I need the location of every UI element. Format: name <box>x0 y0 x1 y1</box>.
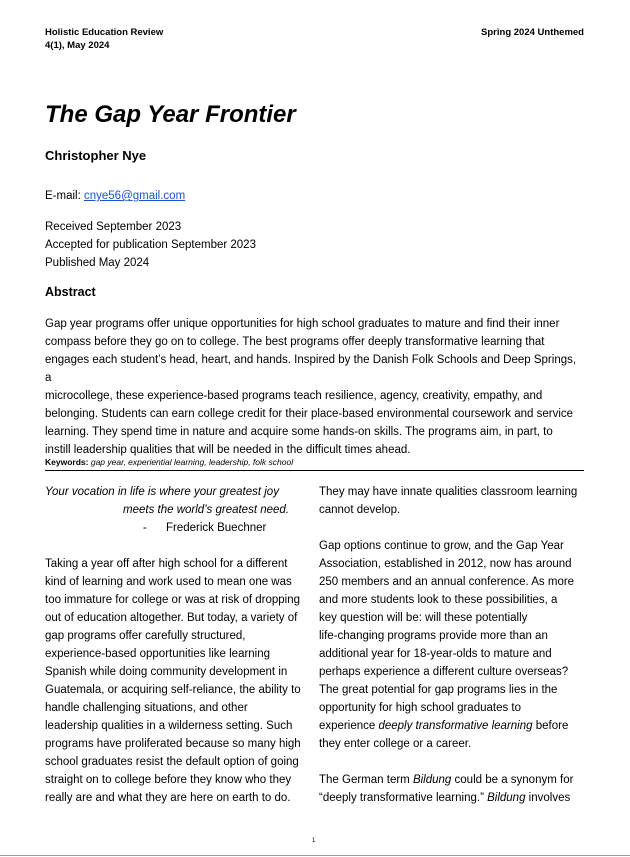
page-number: 1 <box>312 838 316 844</box>
keywords-line <box>45 456 293 468</box>
body-left-column <box>45 483 310 807</box>
body-line: Association, established in 2012, now has around <box>319 558 572 570</box>
abstract-line: instill leadership qualities that will be needed in the difficult times ahead. <box>45 444 411 456</box>
body-line: kind of learning and work used to mean one was <box>45 576 292 588</box>
body-line: really are and what they are here on earth to do. <box>45 792 291 804</box>
abstract-line: belonging. Students can earn college credit for their place-based environmental coursework and service <box>45 408 574 420</box>
body-line: out of education altogether. But today, a variety of <box>45 612 298 624</box>
body-line: experience deeply transformative learning before <box>319 720 569 732</box>
body-line: “deeply transformative learning.” Bildung involves <box>319 792 571 804</box>
abstract-line: microcollege, these experience-based programs teach resilience, agency, creativity, empathy, and <box>45 390 543 402</box>
body-line: 250 members and an annual conference. As more <box>319 576 575 588</box>
abstract-heading: Abstract <box>45 285 96 299</box>
body-line: The German term Bildung could be a synonym for <box>319 774 574 786</box>
abstract-line: engages each student’s head, heart, and hands. Inspired by the Danish Folk Schools and Deep Springs, a <box>45 354 577 384</box>
body-right-column <box>319 483 585 807</box>
body-line: life-changing programs provide more than an <box>319 630 548 642</box>
body-line: Taking a year off after high school for a different <box>45 558 288 570</box>
abstract-line: learning. They spend time in nature and acquire some hands-on skills. The programs aim, in part, to <box>45 426 553 438</box>
author-name: Christopher Nye <box>45 148 147 163</box>
body-line: gap programs offer carefully structured, <box>45 630 246 642</box>
body-line: programs have proliferated because so many high <box>45 738 301 750</box>
article-title: The Gap Year Frontier <box>45 101 296 128</box>
keywords-label: Keywords: <box>45 457 89 467</box>
journal-name: Holistic Education Review <box>45 27 164 38</box>
received-date: Received September 2023 <box>45 221 182 233</box>
body-line: Spanish while doing community development in <box>45 666 288 678</box>
email-link[interactable]: cnye56@gmail.com <box>83 190 186 202</box>
keywords-divider <box>45 470 584 471</box>
abstract-line: compass before they go on to college. The best programs offer deeply transformative learning that <box>45 336 545 348</box>
email-line <box>45 187 185 205</box>
email-label: E-mail: <box>45 190 81 202</box>
abstract-line: Gap year programs offer unique opportunities for high school graduates to mature and find their inner <box>45 318 560 330</box>
body-line: handle challenging situations, and other <box>45 702 248 714</box>
keywords-value: gap year, experiential learning, leadership, folk school <box>90 457 294 467</box>
journal-issue: 4(1), May 2024 <box>45 40 110 51</box>
body-line: perhaps experience a different culture overseas? <box>319 666 569 678</box>
body-line: They may have innate qualities classroom learning <box>319 486 578 498</box>
publication-dates <box>45 218 256 272</box>
body-line: school graduates resist the default option of going <box>45 756 299 768</box>
body-line: and more students look to these possibilities, a <box>319 594 558 606</box>
body-line: The great potential for gap programs lies in the <box>319 684 558 696</box>
accepted-date: Accepted for publication September 2023 <box>45 239 256 251</box>
abstract-text <box>45 315 585 459</box>
body-line: experience-based opportunities like learning <box>45 648 271 660</box>
body-line: Guatemala, or acquiring self-reliance, the ability to <box>45 684 301 696</box>
body-line: straight on to college before they know who they <box>45 774 292 786</box>
body-line: too immature for college or was at risk of dropping <box>45 594 301 606</box>
running-header-left <box>45 26 163 52</box>
body-line: opportunity for high school graduates to <box>319 702 522 714</box>
body-line: Gap options continue to grow, and the Gap Year <box>319 540 564 552</box>
body-line: additional year for 18-year-olds to mature and <box>319 648 552 660</box>
epigraph-attribution: - Frederick Buechner <box>143 522 267 534</box>
body-line: leadership qualities in a wilderness setting. Such <box>45 720 293 732</box>
body-line: cannot develop. <box>319 504 401 516</box>
epigraph-line-2: meets the world’s greatest need. <box>123 504 289 516</box>
published-date: Published May 2024 <box>45 257 150 269</box>
body-line: key question will be: will these potentially <box>319 612 528 624</box>
body-line: they enter college or a career. <box>319 738 472 750</box>
epigraph-line-1: Your vocation in life is where your greatest joy <box>45 486 279 498</box>
page-bottom-edge <box>0 855 630 856</box>
section-label: Spring 2024 Unthemed <box>481 27 584 38</box>
